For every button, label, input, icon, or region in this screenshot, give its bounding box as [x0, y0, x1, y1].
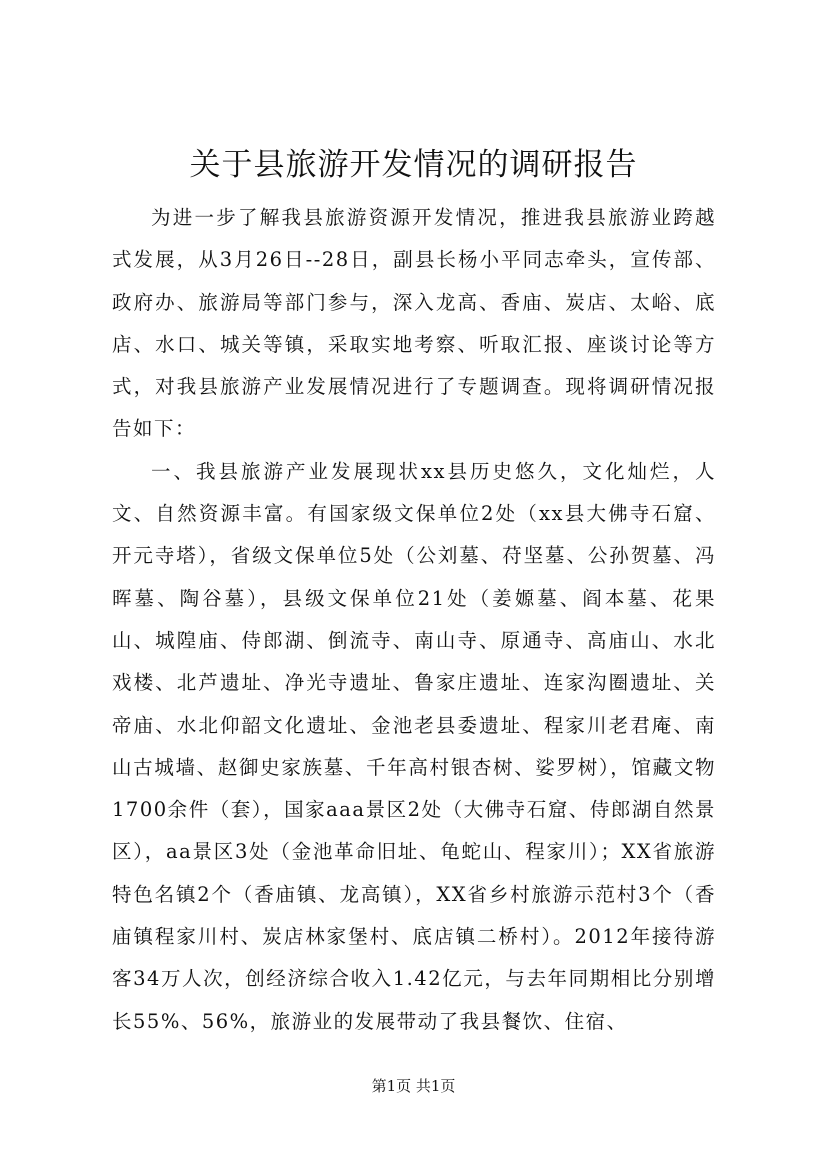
page-footer: 第1页 共1页 — [371, 1077, 456, 1095]
paragraph-intro: 为进一步了解我县旅游资源开发情况，推进我县旅游业跨越式发展，从3月26日--28日，副县长杨小平同志牵头，宣传部、政府办、旅游局等部门参与，深入龙高、香庙、炭店、太峪、底店、水口、城关等镇，采取实地考察、听取汇报、座谈讨论等方式，对我县旅游产业发展情况进行了专题调查。现将调研情况报告如下： — [112, 206, 716, 441]
document-body — [112, 197, 716, 1043]
page-title: 关于县旅游开发情况的调研报告 — [189, 147, 638, 183]
paragraph-section-one: 一、我县旅游产业发展现状xx县历史悠久，文化灿烂，人文、自然资源丰富。有国家级文保单位2处（xx县大佛寺石窟、开元寺塔），省级文保单位5处（公刘墓、苻坚墓、公孙贺墓、冯晖墓、陶谷墓），县级文保单位21处（姜嫄墓、阎本墓、花果山、城隍庙、侍郎湖、倒流寺、南山寺、原通寺、高庙山、水北戏楼、北芦遗址、净光寺遗址、鲁家庄遗址、连家沟圈遗址、关帝庙、水北仰韶文化遗址、金池老县委遗址、程家川老君庵、南山古城墙、赵御史家族墓、千年高村银杏树、娑罗树），馆藏文物1700余件（套），国家aaa景区2处（大佛寺石窟、侍郎湖自然景区），aa景区3处（金池革命旧址、龟蛇山、程家川）；XX省旅游特色名镇2个（香庙镇、龙高镇），XX省乡村旅游示范村3个（香庙镇程家川村、炭店林家堡村、底店镇二桥村）。2012年接待游客34万人次，创经济综合收入1.42亿元，与去年同期相比分别增长55%、56%，旅游业的发展带动了我县餐饮、住宿、 — [112, 459, 716, 1033]
